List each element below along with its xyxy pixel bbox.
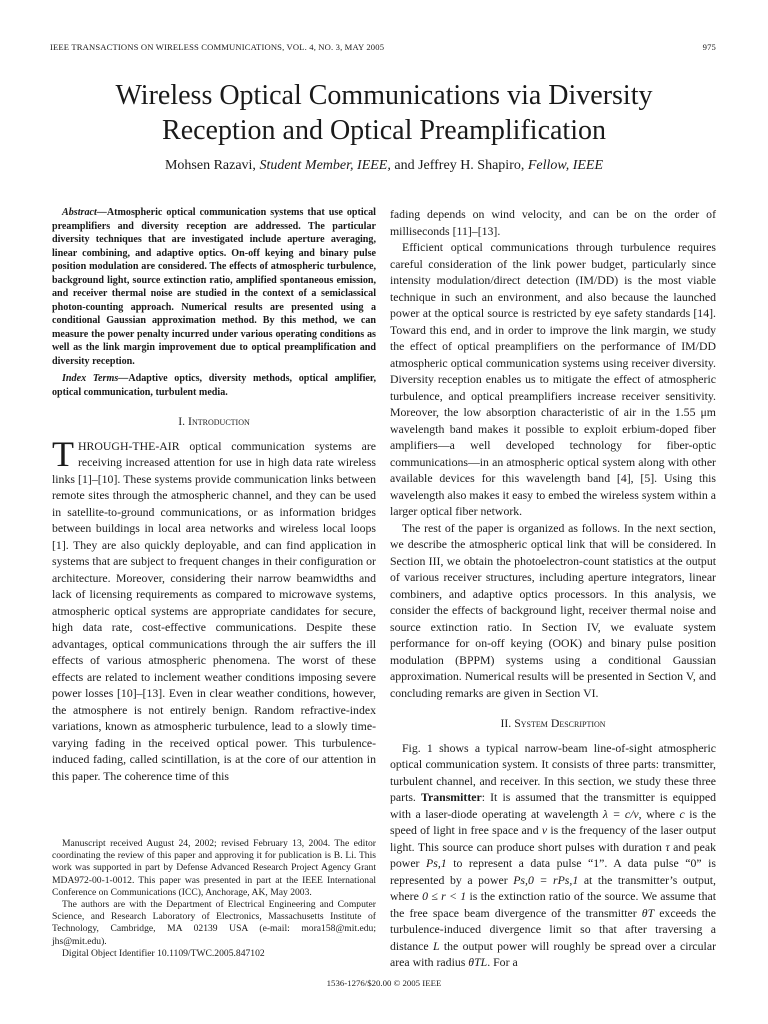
system-text-j: the output power will roughly be spread over a circular area with radius: [390, 938, 716, 969]
running-header: [50, 42, 716, 54]
math-tau: τ: [665, 839, 670, 854]
system-text-g: at the transmitter’s output, where: [390, 872, 716, 903]
drop-cap: T: [52, 433, 74, 474]
journal-name: IEEE TRANSACTIONS ON WIRELESS COMMUNICATIONS, VOL. 4, NO. 3, MAY 2005: [50, 42, 385, 52]
math-thetaL: θTL: [468, 955, 488, 969]
copyright-footer: 1536-1276/$20.00 © 2005 IEEE: [326, 978, 442, 988]
index-terms-text: Adaptive optics, diversity methods, optical amplifier, optical communication, turbulent media.: [52, 373, 376, 398]
system-text-d: is the frequency of the laser output light. This source can produce short pulses with duration: [390, 823, 716, 854]
transmitter-label: Transmitter: [421, 790, 482, 804]
system-text-e: and peak power: [390, 839, 716, 870]
author-conjunction: and: [394, 158, 415, 173]
footnote-affiliation: The authors are with the Department of Electrical Engineering and Computer Science, and Research Laboratory of Electronics, Massachusetts Institute of Technology, Cambridge, MA 02139 USA (e-mail: mora158@mit.edu; jhs@mit.edu).: [52, 899, 376, 947]
system-text-c: is the speed of light in free space and: [390, 806, 716, 837]
math-theta: θT: [641, 905, 655, 920]
system-text-i: exceeds the turbulence-induced divergence limit so that after traversing a distance: [390, 905, 716, 953]
right-column: [390, 206, 716, 971]
math-ps1: Ps,1: [426, 856, 447, 870]
abstract: [52, 206, 376, 368]
system-paragraph-1: [390, 740, 716, 971]
left-column: [52, 206, 376, 784]
intro-paragraph-2: Efficient optical communications through turbulence requires careful consideration of the link power budget, particularly since intensity modulation/direct detection (IM/DD) is the most viable technique in such an environment, and also because the launched power at the optical source is restricted by eye safety standards [14]. Toward this end, and in order to improve the link margin, we study the effect of optical preamplifiers on the performance of IM/DD atmospheric optical communication systems using receiver diversity. Diversity reception enables us to mitigate the effect of atmospheric turbulence, and optical preamplifiers increase receiver sensitivity. Moreover, the low absorption characteristic of air in the 1.55 μm wavelength band makes it possible to exploit erbium-doped fiber amplifiers—a well developed technology for fiber-optic communications—in an atmospheric optical system along with other available devices for this wavelength band [4], [5]. Using this wavelength also makes it easy to embed the wireless system within a larger optical fiber network.: [390, 240, 716, 518]
author-line: [40, 158, 728, 174]
system-text-f: to represent a data pulse “1”. A data pulse “0” is represented by a power: [390, 856, 716, 887]
intro-paragraph-1: [52, 433, 376, 785]
author-2: Jeffrey H. Shapiro,: [418, 158, 525, 173]
footnotes: [52, 838, 376, 960]
index-terms-label: Index Terms—: [62, 373, 129, 384]
intro-paragraph-1-text: optical communication systems are receiving increased attention for use in high data rate wireless links [1]–[10]. These systems provide communication links between remote sites through the atmospheric channel, and they can be used in satellite-to-ground communications, or as information bridges between buildings in local area networks and wireless local loops [1]. They are also quickly deployable, and can find application in systems that are subject to frequent changes in their configuration or architecture. Moreover, considering their narrow beamwidths and lack of licensing requirements as compared to microwave systems, atmospheric optical systems are appropriate candidates for secure, high data rate, cost-effective communications. Despite these advantages, optical communications through the air suffers the ill effects of various atmospheric phenomena. The worst of these effects are related to inclement weather conditions imposing severe power losses [10]–[13]. Even in clear weather conditions, however, the atmosphere is not entirely benign. Random refractive-index variations, known as atmospheric turbulence, lead to a slowly time-varying fading in the received optical power. This turbulence-induced fading, called scintillation, is at the core of our attention in this paper. The coherence time of this: [52, 438, 376, 783]
intro-paragraph-3: The rest of the paper is organized as follows. In the next section, we describe the atmospheric optical link that will be considered. In Section III, we obtain the photoelectron-count statistics at the output of various receiver structures, including aperture integrators, linear combiners, and adaptive optics processors. In this analysis, we consider the effects of background light, receiver thermal noise and source extinction ratio. In Section IV, we evaluate system performance for on-off keying (OOK) and binary pulse position modulation (BPPM) systems using a conditional Gaussian approximation. Numerical results will be presented in Section V, and concluding remarks are given in Section VI.: [390, 520, 716, 700]
system-text-b: , where: [638, 806, 680, 821]
math-wavelength: λ = c/ν: [602, 806, 639, 821]
math-ps0: Ps,0 = rPs,1: [513, 872, 579, 887]
page-number: 975: [702, 42, 716, 52]
math-L: L: [432, 938, 440, 953]
system-text-h: is the extinction ratio of the source. We assume that the free space beam divergence of the transmitter: [390, 889, 716, 920]
system-text-a: : It is assumed that the transmitter is equipped with a laser-diode operating at wavelength: [390, 790, 716, 821]
math-nu: ν: [541, 823, 548, 837]
index-terms: [52, 372, 376, 399]
section-heading-introduction: I. Introduction: [178, 414, 250, 428]
title-line-2: Reception and Optical Preamplification: [162, 115, 606, 146]
section-heading-system-description: II. System Description: [500, 716, 606, 730]
paper-title: [40, 78, 728, 148]
abstract-label: Abstract—: [62, 207, 107, 218]
author-1: Mohsen Razavi,: [164, 158, 256, 173]
title-line-1: Wireless Optical Communications via Diversity: [115, 80, 653, 111]
system-paragraph-1-text: Fig. 1 shows a typical narrow-beam line-of-sight atmospheric optical communication system. It consists of three parts: transmitter, turbulent channel, and receiver. In this section, we study these three parts.: [390, 740, 716, 804]
abstract-text: Atmospheric optical communication systems that use optical preamplifiers and diversity reception are addressed. The particular diversity techniques that are investigated include aperture averaging, linear combining, and adaptive optics. On-off keying and binary pulse position modulation are considered. The effects of atmospheric turbulence, background light, source extinction ratio, amplified spontaneous emission, and receiver thermal noise are studied in the context of a semiclassical photon-counting approach. Numerical results are presented using a conditional Gaussian approximation method. By this method, we can measure the power penalty incurred under various operating conditions as well as the link margin improvement due to optical preamplification and diversity reception.: [52, 207, 376, 367]
intro-lead-words: HROUGH-THE-AIR: [78, 438, 180, 453]
author-2-role: Fellow, IEEE: [527, 158, 604, 173]
footnote-manuscript: Manuscript received August 24, 2002; revised February 13, 2004. The editor coordinating the review of this paper and approving it for publication is B. Li. This work was supported in part by Defense Advanced Research Project Agency Grant MDA972-00-1-0012. This paper was presented in part at the IEEE International Conference on Communications (ICC), Anchorage, AK, May 2003.: [52, 838, 376, 898]
author-1-role: Student Member, IEEE,: [259, 158, 391, 173]
intro-paragraph-1-continued: fading depends on wind velocity, and can be on the order of milliseconds [11]–[13].: [390, 207, 716, 238]
footnote-doi: Digital Object Identifier 10.1109/TWC.2005.847102: [62, 947, 265, 959]
math-r: 0 ≤ r < 1: [422, 889, 467, 903]
math-c: c: [679, 806, 685, 821]
system-text-k: . For a: [487, 955, 518, 969]
